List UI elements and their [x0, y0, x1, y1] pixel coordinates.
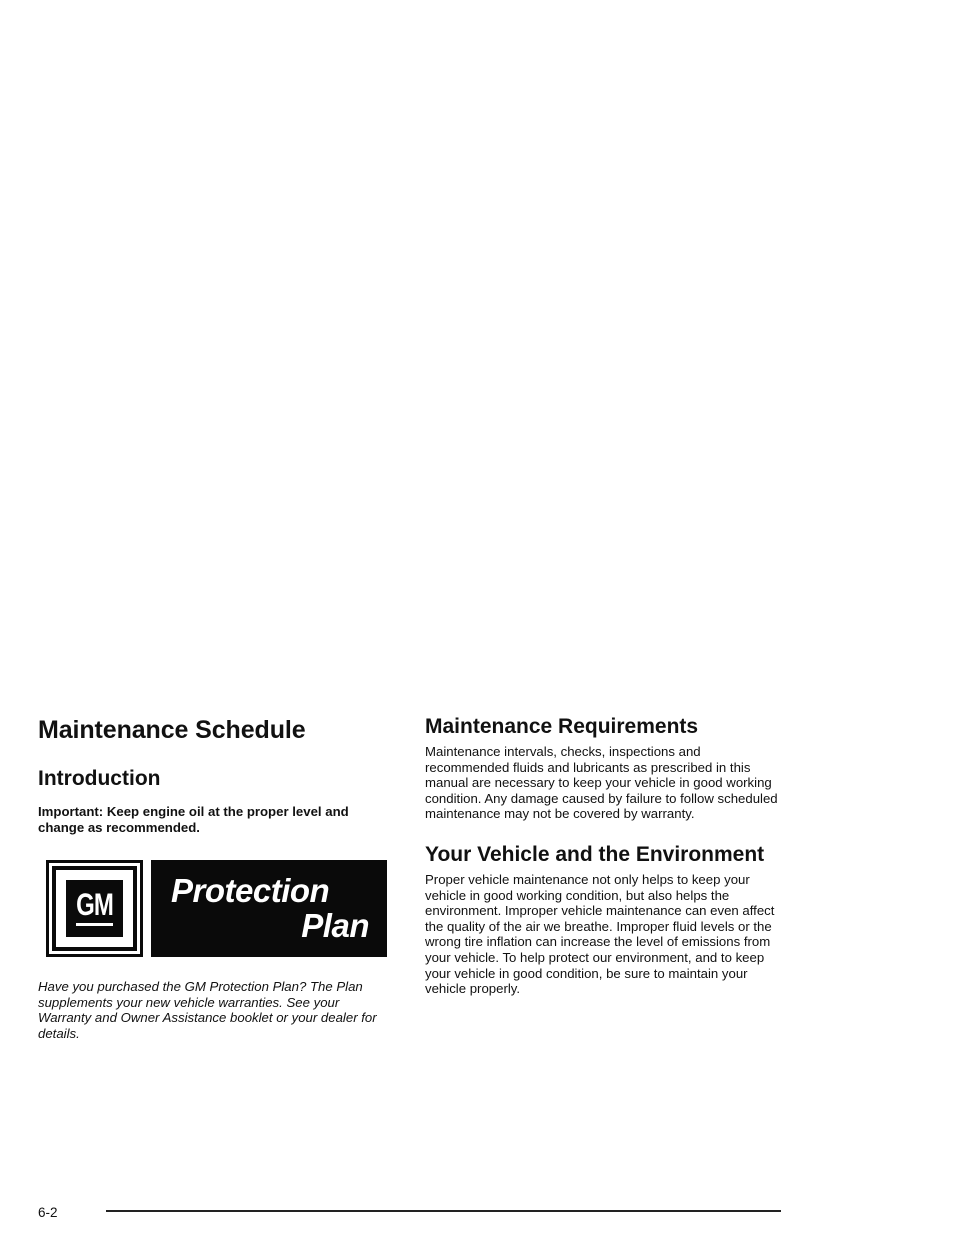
gm-logo-text: GM	[76, 887, 113, 924]
gm-protection-plan-logo	[46, 860, 387, 957]
maintenance-requirements-body: Maintenance intervals, checks, inspections and recommended fluids and lubricants as prescribed in this manual are necessary to keep your vehicle in good working condition. Any damage caused by failure to follow scheduled maintenance may not be covered by warranty.	[425, 744, 778, 822]
logo-caption: Have you purchased the GM Protection Plan? The Plan supplements your new vehicle warranties. See your Warranty and Owner Assistance booklet or your dealer for details.	[38, 979, 377, 1041]
right-column	[425, 714, 785, 997]
footer-rule	[106, 1210, 781, 1212]
vehicle-environment-body: Proper vehicle maintenance not only helps to keep your vehicle in good working condition, but also helps the environment. Improper vehicle maintenance can even affect the quality of the air we breathe. Improper fluid levels or the wrong tire inflation can increase the level of emissions from your vehicle. To help protect our environment, and to keep your vehicle in good condition, be sure to maintain your vehicle properly.	[425, 871, 775, 997]
important-note: Important: Keep engine oil at the proper level and change as recommended.	[38, 804, 349, 835]
left-column	[38, 714, 394, 1042]
section-title-vehicle-environment: Your Vehicle and the Environment	[425, 842, 765, 866]
page-number: 6-2	[38, 1205, 58, 1220]
section-title-introduction: Introduction	[38, 767, 161, 790]
protection-text: Protection	[171, 872, 330, 910]
gm-logo-icon	[46, 860, 143, 957]
plan-text: Plan	[301, 907, 369, 945]
protection-plan-wordmark	[151, 860, 387, 957]
section-title-maintenance-requirements: Maintenance Requirements	[425, 715, 699, 738]
page-title: Maintenance Schedule	[38, 716, 306, 744]
